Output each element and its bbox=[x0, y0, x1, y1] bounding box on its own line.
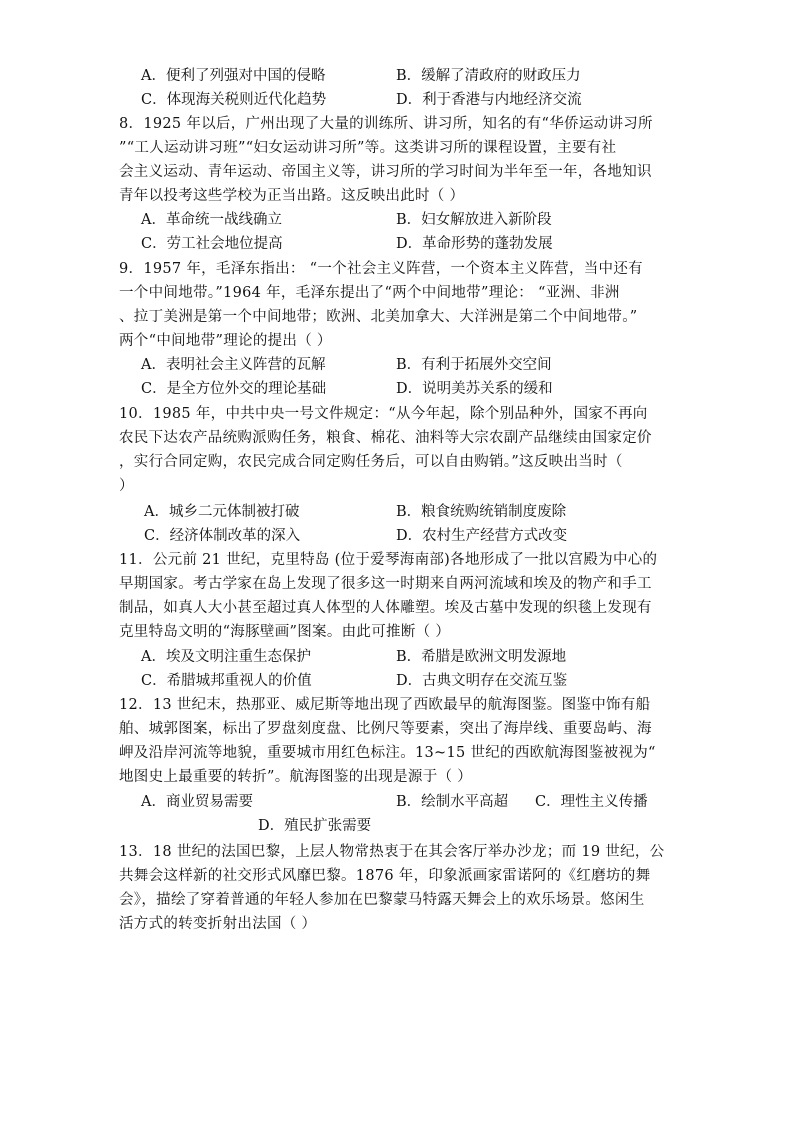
q11-option-c[interactable]: C．希腊城邦重视人的价值 bbox=[141, 673, 312, 689]
q12-stem-line: 12．13 世纪末，热那亚、威尼斯等地出现了西欧最早的航海图鉴。图鉴中饰有船 bbox=[119, 697, 651, 713]
q9-stem-line: 9．1957 年，毛泽东指出： “一个社会主义阵营，一个资本主义阵营，当中还有 bbox=[119, 261, 643, 277]
q11-option-b[interactable]: B．希腊是欧洲文明发源地 bbox=[396, 649, 567, 665]
q12-option-a[interactable]: A．商业贸易需要 bbox=[141, 794, 253, 810]
q7-option-d[interactable]: D．利于香港与内地经济交流 bbox=[396, 92, 582, 108]
q9-stem-line: 一个中间地带。”1964 年，毛泽东提出了“两个中间地带”理论： “亚洲、非洲 bbox=[119, 285, 620, 301]
q9-option-d[interactable]: D．说明美苏关系的缓和 bbox=[396, 381, 553, 397]
q11-option-a[interactable]: A．埃及文明注重生态保护 bbox=[141, 649, 311, 665]
q10-stem-line: 农民下达农产品统购派购任务，粮食、棉花、油料等大宗农副产品继续由国家定价 bbox=[119, 430, 652, 446]
q9-option-c[interactable]: C．是全方位外交的理论基础 bbox=[141, 381, 327, 397]
q11-stem-line: 11．公元前 21 世纪，克里特岛 (位于爱琴海南部)各地形成了一批以宫殿为中心的 bbox=[119, 552, 658, 568]
q10-option-a[interactable]: A．城乡二元体制被打破 bbox=[144, 504, 300, 520]
q8-stem-line: 会主义运动、青年运动、帝国主义等，讲习所的学习时间为半年至一年，各地知识 bbox=[119, 164, 652, 180]
q12-option-d[interactable]: D．殖民扩张需要 bbox=[258, 818, 372, 834]
q11-stem-line: 制品，如真人大小甚至超过真人体型的人体雕塑。埃及古墓中发现的织毯上发现有 bbox=[119, 600, 652, 616]
q12-stem-line: 地图史上最重要的转折”。航海图鉴的出现是源于（ ） bbox=[119, 769, 473, 785]
q10-option-c[interactable]: C．经济体制改革的深入 bbox=[144, 528, 301, 544]
q8-stem-line: 青年以投考这些学校为正当出路。这反映出此时（ ） bbox=[119, 188, 465, 204]
q9-option-a[interactable]: A．表明社会主义阵营的瓦解 bbox=[141, 357, 326, 373]
q8-stem-line: ”“工人运动讲习班”“妇女运动讲习所”等。这类讲习所的课程设置，主要有社 bbox=[119, 140, 617, 156]
q11-stem-line: 克里特岛文明的“海豚壁画”图案。由此可推断（ ） bbox=[119, 624, 451, 640]
q10-option-d[interactable]: D．农村生产经营方式改变 bbox=[396, 528, 568, 544]
q11-stem-line: 早期国家。考古学家在岛上发现了很多这一时期来自两河流域和埃及的物产和手工 bbox=[119, 576, 652, 592]
q13-stem-line: 活方式的转变折射出法国（ ） bbox=[119, 916, 317, 932]
q9-stem-line: 两个“中间地带”理论的提出（ ） bbox=[119, 333, 332, 349]
q8-option-b[interactable]: B．妇女解放进入新阶段 bbox=[396, 212, 552, 228]
q7-option-c[interactable]: C．体现海关税则近代化趋势 bbox=[141, 92, 327, 108]
q7-option-a[interactable]: A．便利了列强对中国的侵略 bbox=[141, 68, 326, 84]
q8-option-a[interactable]: A．革命统一战线确立 bbox=[141, 212, 282, 228]
q9-option-b[interactable]: B．有利于拓展外交空间 bbox=[396, 357, 552, 373]
q11-option-d[interactable]: D．古典文明存在交流互鉴 bbox=[396, 673, 568, 689]
q13-stem-line: 13．18 世纪的法国巴黎，上层人物常热衷于在其会客厅举办沙龙；而 19 世纪，公 bbox=[119, 844, 665, 860]
q12-option-b[interactable]: B．绘制水平高超 bbox=[396, 794, 509, 810]
q9-stem-line: 、拉丁美洲是第一个中间地带；欧洲、北美加拿大、大洋洲是第二个中间地带。” bbox=[119, 309, 638, 325]
q10-stem-line: 10．1985 年，中共中央一号文件规定：“从今年起，除个别品种外，国家不再向 bbox=[119, 406, 648, 422]
q8-stem-line: 8．1925 年以后，广州出现了大量的训练所、讲习所，知名的有“华侨运动讲习所 bbox=[119, 116, 653, 132]
q8-option-c[interactable]: C．劳工社会地位提高 bbox=[141, 236, 283, 252]
q10-stem-line: ） bbox=[119, 478, 134, 494]
q10-option-b[interactable]: B．粮食统购统销制度废除 bbox=[396, 504, 567, 520]
q10-stem-line: ，实行合同定购，农民完成合同定购任务后，可以自由购销。”这反映出当时（ bbox=[119, 454, 623, 470]
q8-option-d[interactable]: D．革命形势的蓬勃发展 bbox=[396, 236, 553, 252]
q12-option-c[interactable]: C．理性主义传播 bbox=[535, 794, 648, 810]
q12-stem-line: 岬及沿岸河流等地貌，重要城市用红色标注。13~15 世纪的西欧航海图鉴被视为“ bbox=[119, 745, 656, 761]
q13-stem-line: 共舞会这样新的社交形式风靡巴黎。1876 年，印象派画家雷诺阿的《红磨坊的舞 bbox=[119, 868, 651, 884]
q7-option-b[interactable]: B．缓解了清政府的财政压力 bbox=[396, 68, 581, 84]
q12-stem-line: 舶、城郭图案，标出了罗盘刻度盘、比例尺等要素，突出了海岸线、重要岛屿、海 bbox=[119, 721, 652, 737]
q13-stem-line: 会》，描绘了穿着普通的年轻人参加在巴黎蒙马特露天舞会上的欢乐场景。悠闲生 bbox=[119, 892, 645, 908]
